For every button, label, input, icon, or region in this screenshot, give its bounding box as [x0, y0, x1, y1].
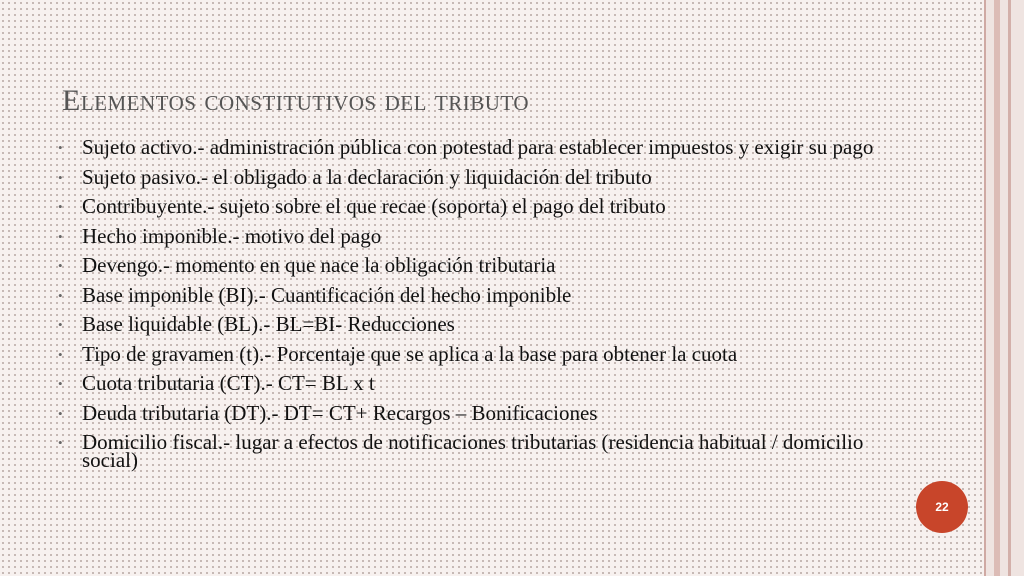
bullet-item — [58, 371, 878, 395]
bullet-item — [58, 341, 878, 366]
bullet-text: Cuota tributaria (CT).- CT= BL x t — [82, 371, 375, 395]
bullet-text: Base imponible (BI).- Cuantificación del hecho imponible — [82, 282, 572, 307]
bullet-icon: • — [58, 376, 63, 391]
bullet-text: Sujeto activo.- administración pública con potestad para establecer impuestos y exigir su pago — [82, 135, 874, 159]
bullet-item — [58, 164, 878, 189]
bullet-item — [58, 400, 878, 425]
bullet-text: Sujeto pasivo.- el obligado a la declaración y liquidación del tributo — [82, 164, 652, 189]
bullet-item — [58, 135, 878, 159]
bullet-text: Hecho imponible.- motivo del pago — [82, 223, 382, 248]
bullet-icon: • — [58, 258, 63, 273]
bullet-icon: • — [58, 317, 63, 332]
bullet-icon: • — [58, 405, 63, 421]
bullet-item — [58, 223, 878, 248]
bullet-icon: • — [58, 346, 63, 362]
bullet-item — [58, 253, 878, 277]
page-number-badge: 22 — [916, 481, 968, 533]
bullet-icon: • — [58, 228, 63, 244]
bullet-icon: • — [58, 287, 63, 303]
bullet-text: Deuda tributaria (DT).- DT= CT+ Recargos – Bonificaciones — [82, 400, 598, 425]
bullet-list — [58, 135, 878, 481]
bullet-text: Contribuyente.- sujeto sobre el que recae (soporta) el pago del tributo — [82, 194, 666, 218]
bullet-text: Domicilio fiscal.- lugar a efectos de notificaciones tributarias (residencia habitual / domicilio social) — [82, 430, 864, 472]
bullet-item — [58, 282, 878, 307]
bullet-icon: • — [58, 169, 63, 185]
bullet-text: Devengo.- momento en que nace la obligación tributaria — [82, 253, 556, 277]
decorative-right-border — [984, 0, 1024, 576]
bullet-text: Tipo de gravamen (t).- Porcentaje que se aplica a la base para obtener la cuota — [82, 341, 738, 366]
bullet-icon: • — [58, 199, 63, 214]
bullet-item — [58, 194, 878, 218]
bullet-icon: • — [58, 140, 63, 155]
bullet-text: Base liquidable (BL).- BL=BI- Reducciones — [82, 312, 455, 336]
slide-title: Elementos constitutivos del tributo — [62, 84, 530, 117]
bullet-item — [58, 430, 878, 472]
bullet-item — [58, 312, 878, 336]
bullet-icon: • — [58, 435, 63, 450]
